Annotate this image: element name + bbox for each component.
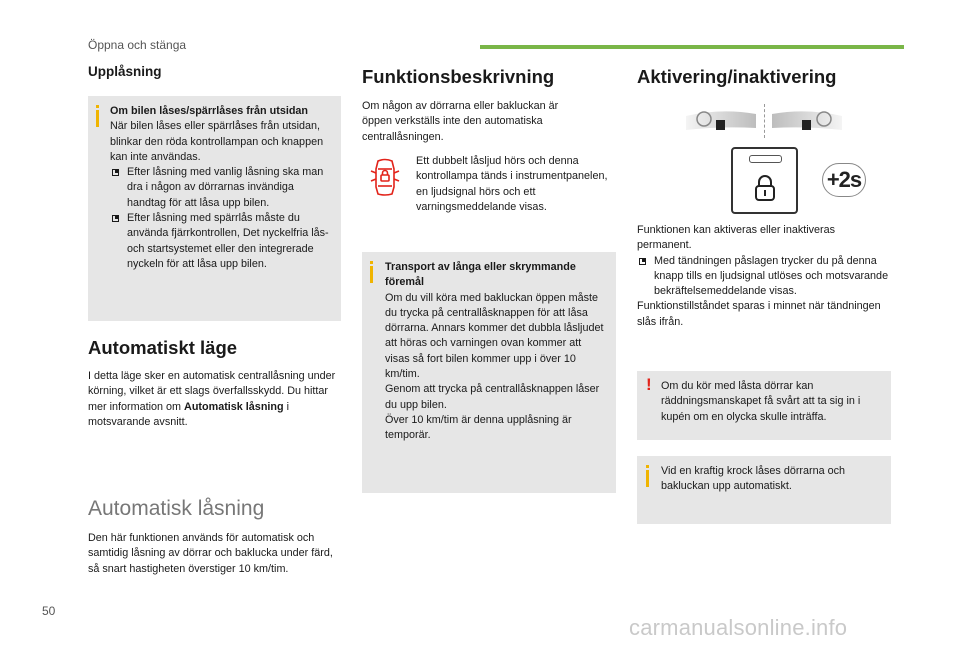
info-icon — [646, 465, 649, 487]
function-intro: Om någon av dörrarna eller bakluckan är öppen verkställs inte den automatiska centrallåsningen. — [362, 100, 559, 143]
auto-mode-text-2: i motsvarande avsnitt. — [88, 400, 290, 428]
info-box-text: När bilen låses eller spärrlåses från utsidan, blinkar den röda kontrollampan och knappen kan inte användas. — [110, 120, 324, 163]
section-title-upplasning: Upplåsning — [88, 64, 162, 79]
info-icon — [370, 261, 373, 283]
section-title-auto-mode: Automatiskt läge — [88, 337, 238, 358]
transport-text-2: Genom att trycka på centrallåsknappen låser du upp bilen. — [385, 383, 600, 411]
info-box-heading: Om bilen låses/spärrlåses från utsidan — [110, 105, 309, 117]
crash-info-text: Vid en kraftig krock låses dörrarna och bakluckan upp automatiskt. — [661, 465, 846, 493]
info-box-bullet-1: Efter låsning med vanlig låsning ska man dra i någon av dörrarnas invändiga handtag för att låsa upp bilen. — [110, 165, 331, 211]
auto-lock-paragraph: Den här funktionen används för automatisk och samtidig låsning av dörrar och baklucka under färd, så snart hastigheten överstiger 10 km/tim. — [88, 532, 333, 575]
transport-text-1: Om du vill köra med bakluckan öppen måste du trycka på centrallåsknappen för att låsa dörrarna. Annars kommer det dubbla låsljudet att höras och varningen ovan kommer att visas så fort bilen kommer upp i över 10 km/tim. — [385, 291, 604, 381]
warning-box — [637, 371, 891, 440]
info-box-transport — [362, 252, 616, 493]
hold-2s-badge — [822, 163, 866, 197]
car-door-lock-icon — [368, 157, 402, 197]
watermark: carmanualsonline.info — [629, 615, 848, 640]
header-accent-rule — [480, 45, 904, 49]
warning-text: Om du kör med låsta dörrar kan räddningsmanskapet få svårt att ta sig in i kupén om en olycka skulle inträffa. — [661, 380, 861, 423]
transport-heading: Transport av långa eller skrymmande föremål — [385, 261, 576, 289]
section-title-activation: Aktivering/inaktivering — [637, 66, 837, 87]
auto-mode-bold-ref: Automatisk låsning — [184, 400, 284, 413]
auto-mode-text-1: I detta läge sker en automatisk centrallåsning under körning, vilket är ett slags överfallsskydd. Du hittar mer information om — [88, 370, 336, 413]
activation-bullet: Med tändningen påslagen trycker du på denna knapp tills en ljudsignal utlöses och motsvarande bekräftelsemeddelande visas. — [637, 254, 891, 300]
central-lock-button — [731, 147, 798, 214]
activation-text — [637, 223, 891, 330]
section-title-auto-lock: Automatisk låsning — [88, 497, 265, 520]
padlock-icon — [754, 174, 776, 207]
activation-text-1: Funktionen kan aktiveras eller inaktiveras permanent. — [637, 224, 836, 252]
page-number: 50 — [42, 604, 56, 618]
divider-dashed — [764, 104, 766, 138]
page-header-title: Öppna och stänga — [88, 38, 187, 52]
column-left — [88, 64, 342, 79]
dashboard-left-illustration — [686, 104, 756, 138]
warning-icon: ! — [646, 375, 652, 394]
info-box-outside-lock — [88, 96, 341, 321]
hold-2s-label: +2s — [826, 167, 862, 192]
section-title-function-description: Funktionsbeskrivning — [362, 66, 555, 87]
info-icon — [96, 105, 99, 127]
info-box-bullet-2: Efter låsning med spärrlås måste du använda fjärrkontrollen, Det nyckelfria lås- och startsystemet eller den integrerade nyckeln för att låsa upp bilen. — [110, 211, 331, 272]
lamp-description: Ett dubbelt låsljud hörs och denna kontrollampa tänds i instrumentpanelen, en ljudsignal hörs och ett varningsmeddelande visas. — [416, 155, 608, 213]
dashboard-right-illustration — [772, 104, 842, 138]
activation-text-2: Funktionstillståndet sparas i minnet när tändningen slås ifrån. — [637, 300, 881, 328]
transport-text-3: Över 10 km/tim är denna upplåsning är temporär. — [385, 413, 572, 442]
auto-mode-paragraph — [88, 369, 344, 430]
info-box-crash — [637, 456, 891, 524]
